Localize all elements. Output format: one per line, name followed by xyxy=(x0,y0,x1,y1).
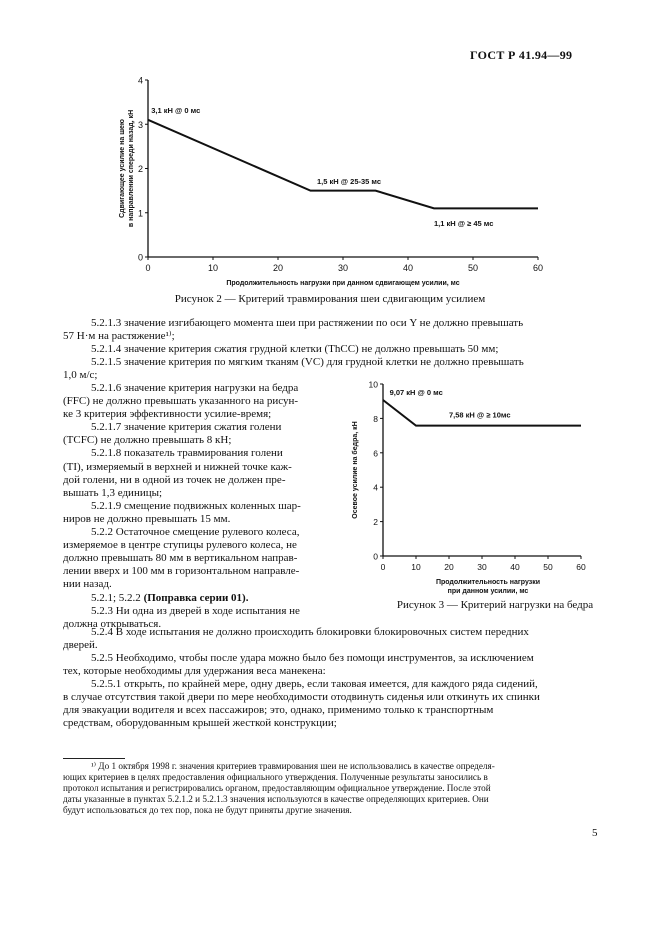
y-tick-label: 2 xyxy=(373,517,378,528)
chart-annotation: 3,1 кН @ 0 мс xyxy=(151,106,201,116)
left-column-text xyxy=(63,382,331,631)
text-line: 1,0 м/с; xyxy=(63,369,98,382)
x-tick-label: 10 xyxy=(207,263,219,273)
footnote-divider xyxy=(63,758,125,759)
text-line: 5.2.1.3 значение изгибающего момента шеи при растяжении по оси Y не должно превышать xyxy=(91,317,524,329)
figure-3-svg xyxy=(345,372,605,602)
figure-3-caption: Рисунок 3 — Критерий нагрузки на бедра xyxy=(396,599,594,611)
x-tick-label: 0 xyxy=(380,562,386,572)
paragraph-5-2-5-1 xyxy=(63,678,599,730)
text-line: в случае отсутствия такой двери по мере необходимости отодвинуть сиденья или откинуть их спинки xyxy=(63,691,540,704)
text-line: 5.2.1.5 значение критерия по мягким тканям (VC) для грудной клетки не должно превышать xyxy=(91,356,524,368)
chart-annotation: 1,5 кН @ 25-35 мс xyxy=(317,176,382,186)
text-line: 5.2.5 Необходимо, чтобы после удара можно было без помощи инструментов, за исключением xyxy=(91,652,534,664)
y-tick-label: 0 xyxy=(137,252,143,263)
text-line: 5.2.1.7 значение критерия сжатия голени xyxy=(91,421,282,434)
paragraph-5-2-1-3 xyxy=(63,317,599,343)
paragraph-5-2-5 xyxy=(63,652,599,678)
paragraph-5-2-1-4: 5.2.1.4 значение критерия сжатия грудной клетки (ThCC) не должно превышать 50 мм; xyxy=(91,343,499,355)
y-tick-label: 1 xyxy=(137,208,143,219)
x-tick-label: 30 xyxy=(477,562,487,572)
x-tick-label: 60 xyxy=(576,562,586,572)
y-axis-label: Сдвигающее усилие на шею xyxy=(119,119,126,218)
x-tick-label: 20 xyxy=(272,263,284,273)
text-line: (TCFC) не должно превышать 8 кН; xyxy=(63,434,232,447)
text-line: вышать 1,3 единицы; xyxy=(63,486,163,499)
x-axis-label: Продолжительность нагрузки при данном сдвигающем усилии, мс xyxy=(226,280,460,287)
figure-3-chart xyxy=(345,372,605,602)
figure-2-caption: Рисунок 2 — Критерий травмирования шеи сдвигающим усилием xyxy=(174,293,486,305)
text-line: 57 Н·м на растяжение¹⁾; xyxy=(63,330,175,343)
text-line: (TI), измеряемый в верхней и нижней точке каж- xyxy=(63,460,292,473)
footnote-line: ¹⁾ До 1 октября 1998 г. значения критериев травмирования шеи не использовались в качестве определя- xyxy=(91,761,495,771)
y-tick-label: 3 xyxy=(137,119,143,130)
paragraph-5-2-1-5 xyxy=(63,356,599,382)
y-tick-label: 10 xyxy=(368,379,378,390)
page-number: 5 xyxy=(592,827,598,839)
text-line: (FFC) не должно превышать указанного на рисун- xyxy=(63,395,299,408)
text-line: дверей. xyxy=(63,639,98,652)
text-line: 5.2.1.6 значение критерия нагрузки на бедра xyxy=(91,382,299,394)
text-line: 5.2.4 В ходе испытания не должно происходить блокировки блокировочных систем передних xyxy=(91,626,529,638)
footnote-line: ющих критериев в целях предоставления официального утверждения. Полученные результаты заносились в xyxy=(63,772,488,783)
figure-2-svg xyxy=(100,70,560,290)
text-line: измеряемое в центре ступицы рулевого колеса, не xyxy=(63,539,297,552)
y-tick-label: 6 xyxy=(373,448,378,459)
y-axis-label: в направлении спереди назад, кН xyxy=(128,109,135,228)
figure-2-chart xyxy=(100,70,560,290)
text-line: тех, которые необходимы для удержания веса манекена: xyxy=(63,665,326,678)
text-line: средствам, оборудованным крышей жесткой конструкции; xyxy=(63,717,337,730)
text-line: 5.2.5.1 открыть, по крайней мере, одну дверь, если таковая имеется, для каждого ряда сидений, xyxy=(91,678,538,690)
amendment-line xyxy=(63,592,331,605)
text-line: должна открываться. xyxy=(63,617,162,630)
y-tick-label: 8 xyxy=(373,413,378,424)
text-line: для эвакуации водителя и всех пассажиров; это, однако, применимо только к транспортным xyxy=(63,704,494,717)
y-axis-label: Осевое усилие на бедра, кН xyxy=(352,421,359,519)
chart-annotation: 1,1 кН @ ≥ 45 мс xyxy=(434,219,494,229)
x-tick-label: 40 xyxy=(510,562,520,572)
footnote xyxy=(63,761,599,816)
x-tick-label: 30 xyxy=(337,263,349,273)
text-line: лении вверх и 100 мм в горизонтальном направле- xyxy=(63,565,300,578)
paragraph-5-2-4 xyxy=(63,626,599,652)
text-line: нии назад. xyxy=(63,578,112,591)
x-tick-label: 10 xyxy=(411,562,421,572)
chart-annotation: 9,07 кН @ 0 мс xyxy=(389,388,443,398)
x-tick-label: 50 xyxy=(467,263,479,273)
y-tick-label: 2 xyxy=(137,164,143,174)
text-line: должно превышать 80 мм в вертикальном направ- xyxy=(63,552,298,565)
y-tick-label: 0 xyxy=(373,551,378,562)
text-line: ниров не должно превышать 15 мм. xyxy=(63,512,231,525)
y-tick-label: 4 xyxy=(373,482,378,493)
x-tick-label: 50 xyxy=(543,562,553,572)
text-line: дой голени, ни в одной из точек не должен пре- xyxy=(63,473,286,486)
x-tick-label: 60 xyxy=(532,263,544,273)
text-line: 5.2.2 Остаточное смещение рулевого колеса, xyxy=(91,526,300,539)
x-tick-label: 20 xyxy=(444,562,454,572)
document-header: ГОСТ Р 41.94—99 xyxy=(470,48,573,62)
footnote-line: протокол испытания и регистрировались органом, предоставляющим официальное утверждение. После этой xyxy=(63,783,491,794)
amendment-note: (Поправка серии 01). xyxy=(143,591,249,604)
text-line: 5.2.1.9 смещение подвижных коленных шар- xyxy=(91,499,301,512)
y-tick-label: 4 xyxy=(137,75,143,86)
chart-annotation: 7,58 кН @ ≥ 10мс xyxy=(449,410,511,420)
x-axis-label: при данном усилии, мс xyxy=(447,588,529,595)
footnote-line: будут использоваться до тех пор, пока не будут приняты другие значения. xyxy=(63,805,352,816)
footnote-line: даты указанные в пунктах 5.2.1.2 и 5.2.1.3 значения используются в качестве определяющих критериев. Они xyxy=(63,794,489,805)
x-tick-label: 0 xyxy=(145,263,151,273)
series-line xyxy=(148,120,538,209)
text-line: ке 3 критерия эффективности усилие-время; xyxy=(63,408,272,421)
text-line: 5.2.1.8 показатель травмирования голени xyxy=(91,447,283,460)
x-axis-label: Продолжительность нагрузки xyxy=(435,579,541,586)
amendment-ref: 5.2.1; 5.2.2 xyxy=(91,591,141,604)
x-tick-label: 40 xyxy=(402,263,414,273)
text-line: 5.2.3 Ни одна из дверей в ходе испытания не xyxy=(91,604,300,617)
